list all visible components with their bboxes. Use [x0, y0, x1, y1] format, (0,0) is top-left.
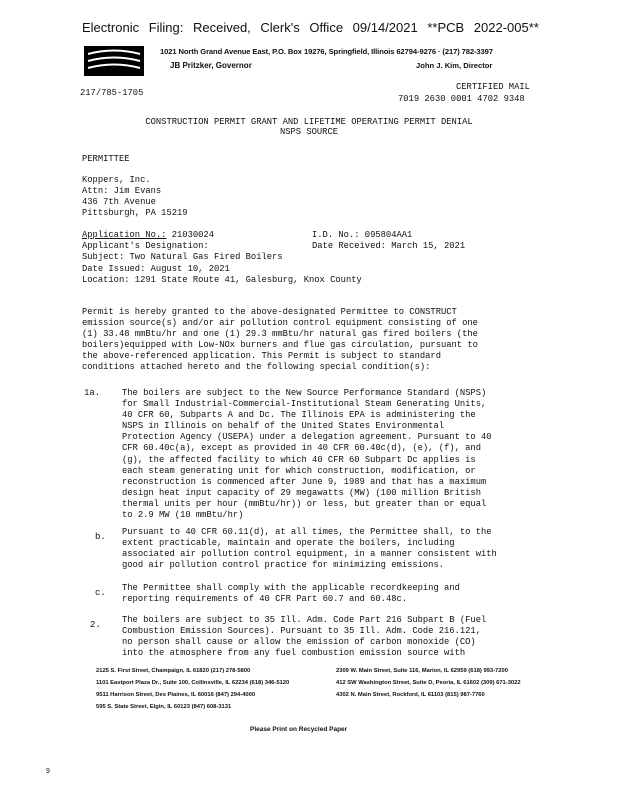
- footer-office: 2125 S. First Street, Champaign, IL 61820 (217) 278-5800: [96, 668, 251, 674]
- application-no-row: [82, 230, 214, 240]
- phone-number: 217/785-1705: [80, 88, 144, 98]
- permittee-label: PERMITTEE: [82, 154, 130, 164]
- page-mark: 9: [46, 768, 50, 775]
- date-issued-value: August 10, 2021: [150, 264, 230, 274]
- subject-label: Subject:: [82, 252, 125, 262]
- document-title: [0, 117, 618, 137]
- date-issued-label: Date Issued:: [82, 264, 146, 274]
- date-issued-row: [82, 264, 230, 274]
- location-label: Location:: [82, 275, 130, 285]
- title-line-1: CONSTRUCTION PERMIT GRANT AND LIFETIME OPERATING PERMIT DENIAL: [145, 117, 473, 127]
- permittee-address: Koppers, Inc. Attn: Jim Evans 436 7th Avenue Pittsburgh, PA 15219: [82, 175, 188, 219]
- condition-text-2: The boilers are subject to 35 Ill. Adm. Code Part 216 Subpart B (Fuel Combustion Emission Sources). Pursuant to 35 Ill. Adm. Code 216.121, no person shall cause or allow the emission of carbon monoxide (CO) into the atmosphere from any fuel combustion emission source with: [122, 615, 487, 659]
- title-line-2: NSPS SOURCE: [279, 127, 339, 137]
- application-no-value: 21030024: [171, 230, 214, 240]
- filing-stamp: Electronic Filing: Received, Clerk's Office 09/14/2021 **PCB 2022-005**: [82, 20, 539, 35]
- applicant-designation-label: Applicant's Designation:: [82, 241, 209, 251]
- footer-office: 1101 Eastport Plaza Dr., Suite 100, Collinsville, IL 62234 (618) 346-5120: [96, 680, 290, 686]
- condition-label-2: 2.: [90, 620, 101, 630]
- intro-paragraph: Permit is hereby granted to the above-designated Permittee to CONSTRUCT emission source(s) and/or air pollution control equipment consisting of one (1) 33.48 mmBtu/hr and one (1) 29.3 mmBtu/hr natural gas fired boilers (the boilers)equipped with Low-NOx burners and flue gas circulation, pursuant to the above-referenced application. This Permit is subject to standard conditions attached hereto and the following special condition(s):: [82, 307, 478, 373]
- condition-text-1a: The boilers are subject to the New Source Performance Standard (NSPS) for Small Industrial-Commercial-Institutional Steam Generating Units, 40 CFR 60, Subparts A and Dc. The Illinois EPA is administering the NSPS in Illinois on behalf of the United States Environmental Protection Agency (USEPA) under a delegation agreement. Pursuant to 40 CFR 60.40c(a), except as provided in 40 CFR 60.40c(d), (e), (f), and (g), the affected facility to which 40 CFR 60 Subpart Dc applies is each steam generating unit for which construction, modification, or reconstruction is commenced after June 9, 1989 and that has a maximum design heat input capacity of 29 megawatts (MW) (100 million British thermal units per hour (mmBtu/hr)) or less, but greater than or equal to 2.9 MW (10 mmBtu/hr): [122, 388, 492, 521]
- certified-mail-number: 7019 2630 0001 4702 9348: [398, 94, 525, 104]
- footer-office: 9511 Harrison Street, Des Plaines, IL 60016 (847) 294-4000: [96, 692, 256, 698]
- letterhead-director: John J. Kim, Director: [416, 61, 493, 70]
- location-row: [82, 275, 362, 285]
- footer-offices-left: [96, 665, 289, 713]
- footer-office: 4302 N. Main Street, Rockford, IL 61103 (815) 987-7760: [336, 692, 485, 698]
- recycled-paper-note: Please Print on Recycled Paper: [250, 726, 348, 733]
- condition-label-c: c.: [95, 588, 106, 598]
- date-received-row: [312, 241, 465, 251]
- subject-value: Two Natural Gas Fired Boilers: [129, 252, 283, 262]
- certified-mail-label: CERTIFIED MAIL: [456, 82, 530, 92]
- letterhead-address: 1021 North Grand Avenue East, P.O. Box 19276, Springfield, Illinois 62794-9276 · (217) 782-3397: [160, 47, 493, 56]
- date-received-value: March 15, 2021: [391, 241, 466, 251]
- illinois-epa-logo: [84, 46, 144, 76]
- condition-text-b: Pursuant to 40 CFR 60.11(d), at all times, the Permittee shall, to the extent practicable, maintain and operate the boilers, including associated air pollution control equipment, in a manner consistent with good air pollution control practice for minimizing emissions.: [122, 527, 497, 571]
- application-no-label: Application No.:: [82, 230, 167, 240]
- footer-office: 2309 W. Main Street, Suite 116, Marion, IL 62959 (618) 993-7200: [336, 668, 508, 674]
- letterhead-governor: JB Pritzker, Governor: [170, 61, 252, 70]
- subject-row: [82, 252, 283, 262]
- footer-office: 412 SW Washington Street, Suite D, Peoria, IL 61602 (309) 671-3022: [336, 680, 521, 686]
- condition-text-c: The Permittee shall comply with the applicable recordkeeping and reporting requirements of 40 CFR Part 60.7 and 60.48c.: [122, 583, 460, 605]
- id-no-value: 095804AA1: [364, 230, 413, 240]
- location-value: 1291 State Route 41, Galesburg, Knox County: [134, 275, 362, 285]
- footer-office: 595 S. State Street, Elgin, IL 60123 (847) 608-3131: [96, 704, 232, 710]
- footer-offices-right: [336, 665, 521, 701]
- condition-label-b: b.: [95, 532, 106, 542]
- id-no-row: [312, 230, 412, 240]
- condition-label-1a: 1a.: [84, 388, 101, 398]
- id-no-label: I.D. No.:: [312, 230, 360, 240]
- date-received-label: Date Received:: [312, 241, 386, 251]
